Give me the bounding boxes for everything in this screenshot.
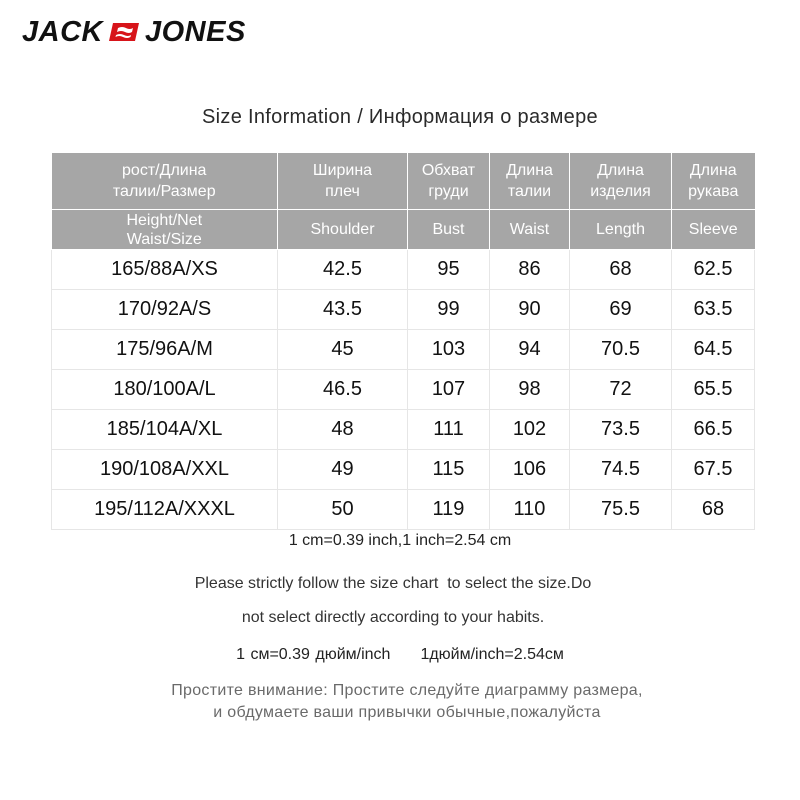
conversion-ru-cm: 1 см=0.39 дюйм/inch (236, 646, 391, 663)
header-ru-bust: Обхват груди (408, 153, 490, 210)
instruction-line-1: Please strictly follow the size chart to select the size.Do (194, 575, 592, 592)
cell-bust: 107 (408, 370, 490, 410)
cell-size: 165/88A/XS (52, 250, 278, 290)
conversion-note-ru (0, 646, 800, 664)
cell-waist: 110 (490, 490, 570, 530)
instruction-ru-line-1: Простите внимание: Простите следуйте диаграмму размера, (171, 682, 643, 699)
cell-sleeve: 65.5 (672, 370, 755, 410)
cell-length: 73.5 (570, 410, 672, 450)
header-en-shoulder: Shoulder (278, 210, 408, 250)
cell-shoulder: 42.5 (278, 250, 408, 290)
cell-bust: 119 (408, 490, 490, 530)
header-row-en (52, 210, 755, 250)
header-en-size: Height/Net Waist/Size (52, 210, 278, 250)
cell-shoulder: 48 (278, 410, 408, 450)
instruction-line-2: not select directly according to your habits. (241, 609, 545, 626)
cell-length: 75.5 (570, 490, 672, 530)
brand-logo (22, 16, 246, 48)
cell-size: 170/92A/S (52, 290, 278, 330)
cell-bust: 95 (408, 250, 490, 290)
table-row (52, 250, 755, 290)
cell-length: 69 (570, 290, 672, 330)
instruction-note-ru (0, 680, 800, 724)
cell-size: 190/108A/XXL (52, 450, 278, 490)
cell-waist: 98 (490, 370, 570, 410)
cell-shoulder: 45 (278, 330, 408, 370)
cell-shoulder: 50 (278, 490, 408, 530)
cell-waist: 106 (490, 450, 570, 490)
size-table (51, 153, 755, 530)
cell-sleeve: 67.5 (672, 450, 755, 490)
table-row (52, 330, 755, 370)
instruction-note-en (0, 567, 786, 635)
cell-size: 195/112A/XXXL (52, 490, 278, 530)
cell-length: 72 (570, 370, 672, 410)
cell-sleeve: 68 (672, 490, 755, 530)
header-ru-length: Длина изделия (570, 153, 672, 210)
conversion-ru-inch: 1дюйм/inch=2.54см (420, 646, 564, 663)
cell-sleeve: 64.5 (672, 330, 755, 370)
instruction-ru-line-2: и обдумаете ваши привычки обычные,пожалуйста (213, 704, 601, 721)
header-ru-size: рост/Длина талии/Размер (52, 153, 278, 210)
conversion-note-en: 1 cm=0.39 inch,1 inch=2.54 cm (288, 532, 512, 549)
cell-length: 70.5 (570, 330, 672, 370)
cell-bust: 103 (408, 330, 490, 370)
cell-waist: 102 (490, 410, 570, 450)
table-row (52, 490, 755, 530)
header-ru-sleeve: Длина рукава (672, 153, 755, 210)
brand-flag-icon (109, 21, 139, 43)
cell-size: 175/96A/M (52, 330, 278, 370)
page-title: Size Information / Информация о размере (202, 106, 598, 128)
brand-name-left: JACK (22, 15, 103, 48)
header-en-length: Length (570, 210, 672, 250)
cell-waist: 90 (490, 290, 570, 330)
table-row (52, 450, 755, 490)
cell-waist: 94 (490, 330, 570, 370)
table-row (52, 290, 755, 330)
header-row-ru (52, 153, 755, 210)
cell-shoulder: 46.5 (278, 370, 408, 410)
table-row (52, 370, 755, 410)
header-ru-waist: Длина талии (490, 153, 570, 210)
brand-name-right: JONES (144, 15, 246, 48)
cell-size: 180/100A/L (52, 370, 278, 410)
cell-bust: 115 (408, 450, 490, 490)
cell-sleeve: 66.5 (672, 410, 755, 450)
header-en-sleeve: Sleeve (672, 210, 755, 250)
cell-length: 74.5 (570, 450, 672, 490)
cell-sleeve: 63.5 (672, 290, 755, 330)
cell-shoulder: 49 (278, 450, 408, 490)
cell-shoulder: 43.5 (278, 290, 408, 330)
header-en-bust: Bust (408, 210, 490, 250)
cell-size: 185/104A/XL (52, 410, 278, 450)
cell-length: 68 (570, 250, 672, 290)
cell-sleeve: 62.5 (672, 250, 755, 290)
cell-bust: 111 (408, 410, 490, 450)
header-en-waist: Waist (490, 210, 570, 250)
cell-waist: 86 (490, 250, 570, 290)
header-ru-shoulder: Ширина плеч (278, 153, 408, 210)
cell-bust: 99 (408, 290, 490, 330)
table-row (52, 410, 755, 450)
